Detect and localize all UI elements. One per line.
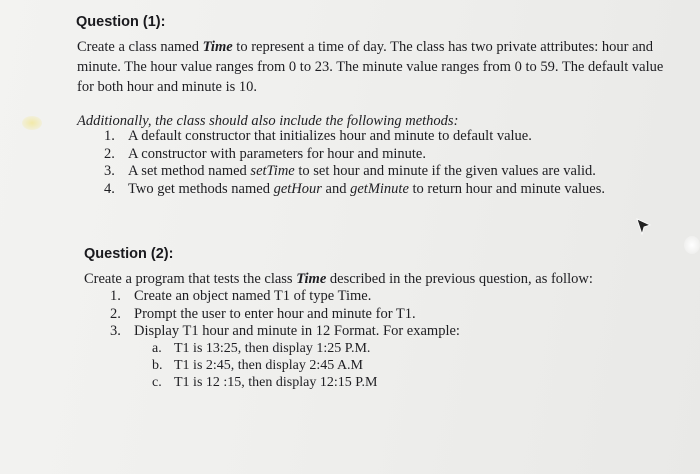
list-number: 2. [110, 305, 121, 322]
cursor-arrow-icon [636, 218, 652, 236]
question-2-heading: Question (2): [84, 246, 174, 262]
q1-intro-text-1: Create a class named [77, 39, 203, 55]
methods-heading: Additionally, the class should also include the following methods: [77, 113, 459, 129]
list-text: Display T1 hour and minute in 12 Format. For example: [134, 323, 460, 339]
list-item [104, 128, 674, 146]
question-1-description [77, 37, 667, 97]
list-item [110, 288, 670, 306]
list-item [152, 340, 632, 357]
list-item [110, 323, 670, 341]
methods-list [104, 128, 674, 198]
q1-intro-text-2: to represent a time of day. The class has two private attributes: hour and minute. The hour value ranges from 0 to 23. The minute value ranges from 0 to 59. The default value for both hour and minute is 10. [77, 39, 664, 95]
q2-intro-text-1: Create a program that tests the class [84, 271, 297, 287]
list-number: 1. [104, 128, 115, 144]
list-text: Prompt the user to enter hour and minute for T1. [134, 305, 416, 322]
list-item [104, 181, 674, 199]
list-text: T1 is 12 :15, then display 12:15 P.M [174, 375, 378, 390]
list-text: T1 is 13:25, then display 1:25 P.M. [174, 341, 371, 356]
q2-class-name: Time [296, 271, 327, 287]
steps-list [110, 288, 670, 341]
text-segment: to set hour and minute if the given values are valid. [294, 163, 596, 179]
q1-class-name: Time [202, 39, 233, 55]
examples-list [152, 340, 632, 391]
list-number: 3. [104, 163, 115, 179]
list-letter: b. [152, 358, 163, 373]
list-text: T1 is 2:45, then display 2:45 A.M [174, 358, 363, 373]
list-text [128, 163, 596, 181]
list-item [104, 146, 674, 164]
list-item [152, 357, 632, 374]
glare-spot-right [684, 236, 700, 254]
question-1-heading: Question (1): [76, 14, 166, 30]
method-name: setTime [250, 163, 295, 179]
method-name: getHour [273, 180, 322, 197]
list-number: 2. [104, 145, 115, 162]
list-text: A constructor with parameters for hour and minute. [128, 145, 426, 162]
list-text: Create an object named T1 of type Time. [134, 288, 372, 304]
glare-spot-left [22, 116, 42, 130]
list-number: 3. [110, 323, 121, 339]
q2-intro-text-2: described in the previous question, as follow: [326, 271, 593, 287]
list-item [110, 306, 670, 324]
list-item [152, 374, 632, 391]
list-text [128, 181, 605, 199]
list-text: A default constructor that initializes hour and minute to default value. [128, 128, 532, 144]
text-segment: and [321, 180, 351, 197]
text-segment: Two get methods named [128, 180, 274, 197]
list-number: 4. [104, 180, 115, 197]
text-segment: to return hour and minute values. [408, 180, 606, 197]
list-letter: a. [152, 341, 162, 356]
list-letter: c. [152, 375, 162, 390]
method-name: getMinute [350, 180, 409, 197]
list-number: 1. [110, 288, 121, 304]
list-item [104, 163, 674, 181]
text-segment: A set method named [128, 163, 251, 179]
question-2-description [84, 269, 684, 289]
